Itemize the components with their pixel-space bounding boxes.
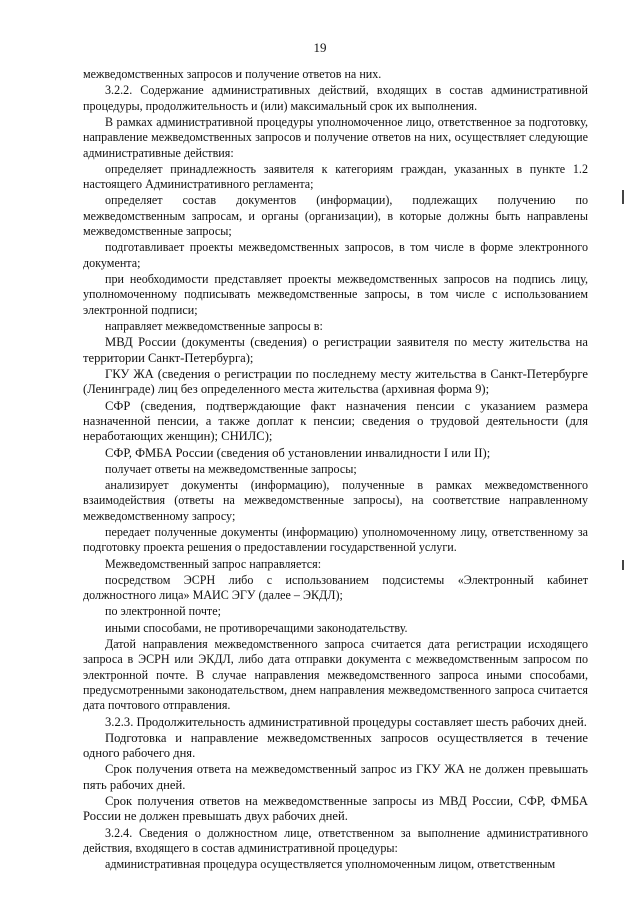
- paragraph: СФР (сведения, подтверждающие факт назначения пенсии с указанием размера назначенной пенсии, а также доплат к пенсии; сведения о трудовой деятельности (для неработающих женщин); СНИЛС);: [83, 398, 588, 444]
- paragraph: передает полученные документы (информацию) уполномоченному лицу, ответственному за подготовку проекта решения о предоставлении государственной услуги.: [83, 524, 588, 555]
- paragraph: 3.2.3. Продолжительность административной процедуры составляет шесть рабочих дней.: [105, 714, 587, 729]
- paragraph: ГКУ ЖА (сведения о регистрации по последнему месту жительства в Санкт-Петербурге (Ленинграде) лиц без определенного места жительства (архивная форма 9);: [83, 366, 588, 397]
- paragraph: при необходимости представляет проекты межведомственных запросов на подпись лицу, уполномоченному подписывать межведомственные запросы, в том числе с использованием электронной подписи;: [83, 272, 588, 317]
- paragraph: Датой направления межведомственного запроса считается дата регистрации исходящего запроса в ЭСРН или ЭКДЛ, либо дата отправки документа с межведомственным запросом по электронной почте. В случае направления межведомственного запроса иными способами, предусмотренными законодательством, днем направления межведомственного запроса считается дата почтового отправления.: [83, 636, 588, 713]
- paragraph: по электронной почте;: [105, 604, 221, 619]
- paragraph: В рамках административной процедуры уполномоченное лицо, ответственное за подготовку, направление межведомственных запросов и получение ответов на них, осуществляет следующие административные действия:: [83, 114, 588, 160]
- document-body: [83, 67, 588, 873]
- paragraph: 3.2.2. Содержание административных действий, входящих в состав административной процедуры, продолжительность и (или) максимальный срок их выполнения.: [83, 83, 588, 113]
- paragraph: получает ответы на межведомственные запросы;: [105, 461, 357, 476]
- paragraph: подготавливает проекты межведомственных запросов, в том числе в форме электронного документа;: [83, 240, 588, 270]
- paragraph: административная процедура осуществляется уполномоченным лицом, ответственным: [105, 857, 556, 872]
- paragraph: Межведомственный запрос направляется:: [105, 556, 322, 571]
- paragraph: определяет принадлежность заявителя к категориям граждан, указанных в пункте 1.2 настоящего Административного регламента;: [83, 161, 588, 192]
- paragraph: МВД России (документы (сведения) о регистрации заявителя по месту жительства на территории Санкт-Петербурга);: [83, 335, 588, 365]
- paragraph: анализирует документы (информацию), полученные в рамках межведомственного взаимодействия (ответы на межведомственные запросы), на соответствие направленному межведомственному запросу;: [83, 477, 588, 523]
- page-number: 19: [313, 40, 327, 55]
- paragraph: направляет межведомственные запросы в:: [105, 319, 323, 334]
- paragraph: межведомственных запросов и получение ответов на них.: [83, 67, 382, 81]
- paragraph: определяет состав документов (информации), подлежащих получению по межведомственным запросам, и органы (организации), в которые должны быть направлены межведомственные запросы;: [83, 193, 588, 239]
- paragraph: 3.2.4. Сведения о должностном лице, ответственном за выполнение административного действия, входящего в состав административной процедуры:: [83, 825, 588, 856]
- paragraph: Подготовка и направление межведомственных запросов осуществляется в течение одного рабочего дня.: [83, 730, 588, 761]
- paragraph: СФР, ФМБА России (сведения об установлении инвалидности I или II);: [105, 445, 491, 460]
- paragraph: посредством ЭСРН либо с использованием подсистемы «Электронный кабинет должностного лица» МАИС ЭГУ (далее – ЭКДЛ);: [83, 572, 588, 603]
- paragraph: Срок получения ответов на межведомственные запросы из МВД России, СФР, ФМБА России не должен превышать двух рабочих дней.: [83, 794, 588, 824]
- paragraph: Срок получения ответа на межведомственный запрос из ГКУ ЖА не должен превышать пять рабочих дней.: [83, 762, 588, 792]
- scan-edge-mark: [622, 560, 624, 570]
- paragraph: иными способами, не противоречащими законодательству.: [105, 620, 408, 635]
- scan-edge-mark: [622, 190, 624, 204]
